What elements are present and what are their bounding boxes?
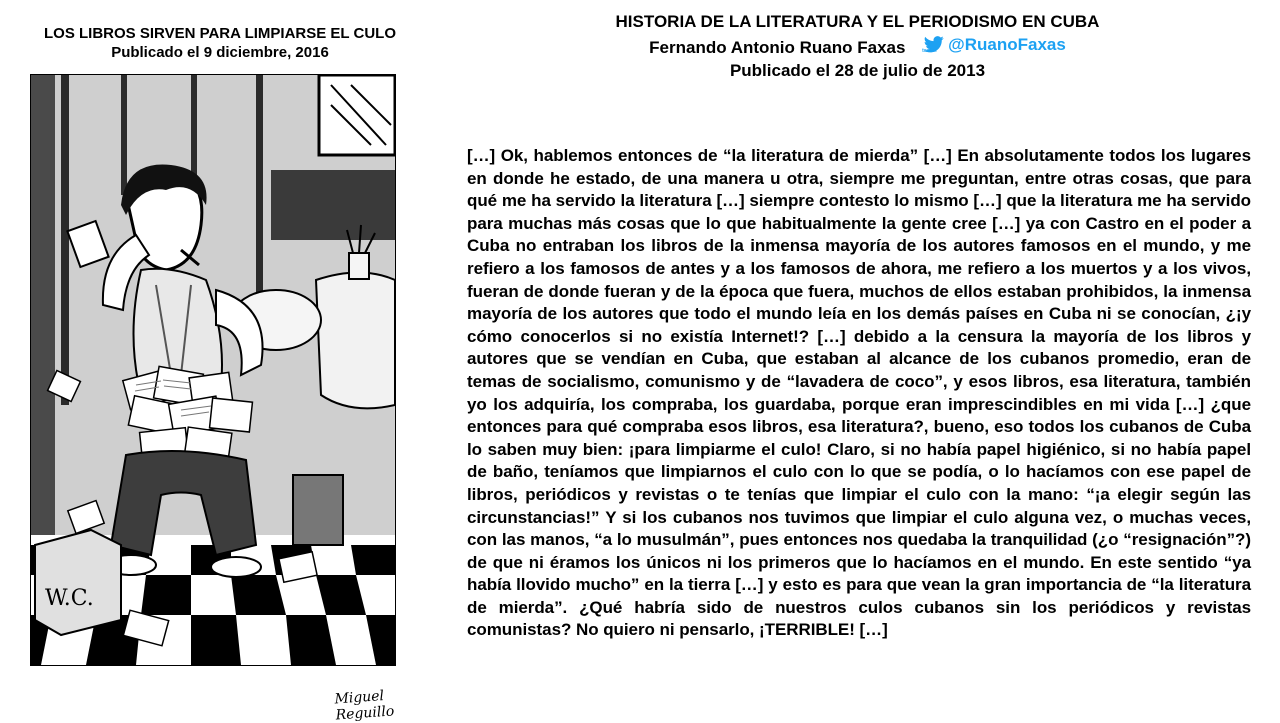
left-article-title	[10, 24, 430, 62]
article-body-text: […] Ok, hablemos entonces de “la literatura de mierda” […] En absolutamente todos los lugares en donde he estado, de una manera u otra, siempre me preguntan, entre otras cosas, que para qué me ha servido la literatura […] siempre contesto lo mismo […] que la literatura me ha servido para muchas más cosas que lo que habitualmente la gente cree […] ya con Castro en el poder a Cuba no entraban los libros de la inmensa mayoría de los autores famosos en el mundo, y me refiero a los famosos de antes y a los famosos de ahora, me refiero a los muertos y a los vivos, fueran de donde fueran y de la época que fuera, muchos de ellos estaban prohibidos, la inmensa mayoría de los autores que todo el mundo leía en los demás países en Cuba ni se conocían, ¿¡y cómo conocerlos si no existía Internet!? […] debido a la censura la mayoría de los libros y autores que se vendían en Cuba, que estaban al alcance de los cubanos promedio, eran de temas de socialismo, comunismo y de “lavadera de coco”, y esos libros, esa literatura, también yo los adquiría, los compraba, los guardaba, porque eran imprescindibles en mi vida […] ¿que entonces para qué compraba esos libros, esa literatura?, bueno, eso todos los cubanos de Cuba lo saben muy bien: ¡para limpiarme el culo! Claro, si no había papel higiénico, si no había papel de baño, teníamos que limpiarnos el culo con lo que se podía, o lo hacíamos con ese papel de libros, periódicos y revistas o te tenías que limpiar el culo con la mano: “¡a elegir según las circunstancias!” Y si los cubanos nos tuvimos que limpiar el culo alguna vez, o muchas veces, con las manos, “a lo musulmán”, pues entonces nos quedaba la tranquilidad (¿o “resignación”?) de que ni éramos los únicos ni los primeros que lo hacíamos en el mundo. En este sentido “ya había llovido mucho” en la tierra […] y esto es para que vean la gran importancia de “la literatura de mierda”. ¿Qué habría sido de nuestros culos cubanos sin los periódicos y revistas comunistas? No quiero ni pensarlo, ¡TERRIBLE! […]	[467, 146, 1251, 640]
left-title-date: Publicado el 9 diciembre, 2016	[111, 44, 329, 61]
twitter-link[interactable]	[924, 33, 1066, 56]
artist-signature: Miguel Reguillo	[334, 688, 395, 723]
article-publish-date: Publicado el 28 de julio de 2013	[729, 61, 986, 80]
left-title-heading: LOS LIBROS SIRVEN PARA LIMPIARSE EL CULO	[44, 25, 396, 42]
author-name: Fernando Antonio Ruano Faxas	[649, 38, 906, 57]
article-title: HISTORIA DE LA LITERATURA Y EL PERIODISMO EN CUBA	[615, 12, 1100, 31]
twitter-wordmark: twitter	[922, 48, 938, 54]
author-line	[470, 33, 1245, 59]
twitter-handle[interactable]: @RuanoFaxas	[948, 35, 1066, 54]
cartoon-illustration	[30, 74, 396, 666]
wc-box-label: W.C.	[45, 586, 94, 611]
right-article-header	[470, 10, 1245, 82]
